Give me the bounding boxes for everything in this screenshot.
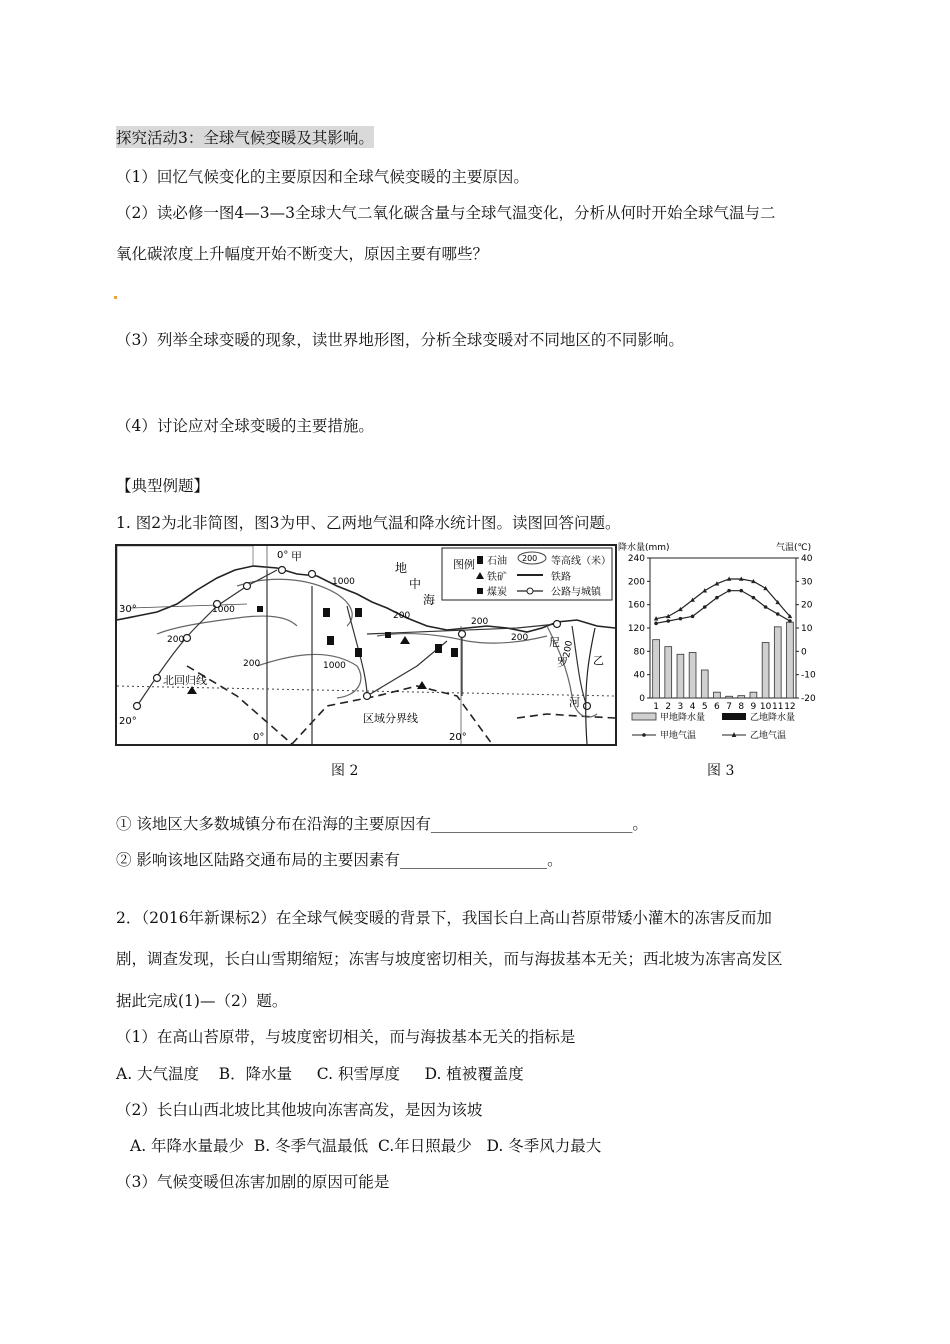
legend-label-jia-precip: 甲地降水量 (660, 713, 706, 723)
oil-marker (435, 644, 442, 653)
label-tropic: 北回归线 (163, 674, 207, 687)
x-tick-label: 8 (738, 702, 745, 712)
legend-swatch-jia-precip (632, 713, 656, 720)
lat-20: 20° (119, 716, 137, 727)
left-tick-label: 80 (633, 647, 645, 658)
label-mediterranean-1: 地 (395, 561, 408, 575)
x-tick-label: 7 (726, 702, 732, 712)
example-2-question-1-options: A. 大气温度 B．降水量 C. 积雪厚度 D. 植被覆盖度 (116, 1065, 524, 1083)
left-tick-label: 40 (633, 670, 645, 681)
coal-marker (257, 606, 263, 612)
contour-label: 200 (243, 659, 261, 669)
right-tick-label: 10 (801, 624, 813, 634)
legend-iron: 铁矿 (487, 572, 507, 583)
contour-label: 200 (562, 639, 575, 659)
iron-marker (400, 636, 410, 644)
x-tick-label: 5 (701, 702, 708, 712)
label-nile-1: 尼 (549, 636, 560, 649)
bar-jia-precip (714, 692, 721, 698)
bar-jia-precip (787, 622, 794, 698)
activity-question-2-line-2: 氧化碳浓度上升幅度开始不断变大，原因主要有哪些？ (116, 245, 489, 263)
chart-right-axis-label: 气温(℃) (776, 543, 812, 553)
legend-coal: 煤炭 (487, 587, 507, 598)
example-2-line-3: 据此完成(1)—（2）题。 (116, 992, 288, 1010)
town-marker (184, 635, 191, 642)
example-2-question-2: （2）长白山西北坡比其他坡向冻害高发，是因为该坡 (116, 1101, 483, 1119)
x-tick-label: 12 (784, 702, 796, 712)
bar-jia-precip (774, 627, 781, 698)
x-tick-label: 3 (677, 702, 684, 712)
bar-jia-precip (762, 643, 769, 698)
point-jia-temp (691, 615, 695, 619)
right-tick-label: 30 (801, 577, 813, 588)
right-tick-label: 0 (801, 647, 807, 658)
bar-jia-precip (750, 692, 757, 698)
chart-left-axis-label: 降水量(mm) (618, 543, 670, 553)
left-tick-label: 160 (627, 600, 645, 611)
point-jia-temp (715, 596, 719, 600)
bar-jia-precip (677, 654, 684, 698)
point-jia-temp (666, 619, 670, 623)
label-nile-3: 河 (569, 696, 580, 709)
climate-chart (618, 540, 818, 746)
lon-0-top: 0° (277, 550, 289, 561)
activity-question-1: （1）回忆气候变化的主要原因和全球气候变暖的主要原因。 (116, 168, 529, 186)
lon-0-bottom: 0° (253, 732, 265, 743)
left-tick-label: 0 (639, 694, 645, 704)
bar-jia-precip (689, 653, 696, 699)
lon-20: 20° (449, 732, 467, 743)
example-2-question-3: （3）气候变暖但冻害加剧的原因可能是 (116, 1173, 390, 1191)
town-marker (554, 621, 561, 628)
region-boundary (187, 666, 615, 744)
contour-line (157, 616, 297, 634)
town-marker (154, 675, 161, 682)
example-2-line-2: 剧，调查发现，长白山雪期缩短；冻害与坡度密切相关，而与海拔基本无关；西北坡为冻害高发区 (116, 950, 783, 968)
x-tick-label: 6 (714, 702, 720, 712)
label-jia: 甲 (291, 550, 302, 563)
legend-town-symbol (527, 588, 533, 594)
oil-marker (323, 608, 330, 617)
oil-marker (355, 648, 362, 657)
left-tick-label: 120 (627, 624, 645, 634)
legend-contour: 等高线（米） (551, 556, 611, 567)
activity-question-4: （4）讨论应对全球变暖的主要措施。 (116, 417, 374, 435)
activity-title: 探究活动3：全球气候变暖及其影响。 (116, 126, 374, 148)
label-mediterranean-2: 中 (409, 577, 422, 591)
point-jia-temp (752, 596, 756, 600)
examples-heading: 【典型例题】 (116, 477, 210, 495)
town-marker (244, 583, 251, 590)
label-yi: 乙 (593, 654, 604, 667)
example-1-sub-1: ① 该地区大多数城镇分布在沿海的主要原因有__________________________。 (116, 815, 648, 833)
legend-label-yi-temp: 乙地气温 (750, 731, 787, 741)
iron-marker (417, 681, 427, 689)
figure-3-caption: 图 3 (707, 763, 735, 779)
figure-2-caption: 图 2 (331, 763, 359, 779)
point-jia-temp (654, 622, 658, 626)
contour-label: 1000 (332, 577, 355, 587)
point-jia-temp (679, 617, 683, 621)
bar-jia-precip (726, 696, 733, 698)
nile-river (586, 628, 595, 744)
legend-coal-symbol (477, 588, 483, 594)
town-marker (309, 571, 316, 578)
stray-mark (114, 296, 117, 299)
bar-jia-precip (653, 640, 660, 698)
contour-label: 200 (393, 611, 411, 621)
point-jia-temp (764, 605, 768, 609)
x-tick-label: 4 (689, 702, 696, 712)
label-boundary: 区域分界线 (363, 712, 418, 725)
contour-label: 1000 (212, 605, 235, 615)
x-tick-label: 1 (653, 702, 659, 712)
right-tick-label: 40 (801, 554, 813, 564)
north-africa-map (115, 544, 617, 746)
bar-jia-precip (701, 670, 708, 698)
legend-label-yi-precip: 乙地降水量 (750, 713, 796, 723)
point-jia-temp (788, 619, 792, 623)
example-1-prompt: 1. 图2为北非简图，图3为甲、乙两地气温和降水统计图。读图回答问题。 (116, 514, 621, 532)
oil-marker (451, 648, 458, 657)
x-tick-label: 11 (772, 702, 784, 712)
example-2-question-2-options: A. 年降水量最少 B. 冬季气温最低 C.年日照最少 D. 冬季风力最大 (130, 1137, 602, 1155)
example-2-line-1: 2．（2016年新课标2）在全球气候变暖的背景下，我国长白上高山苔原带矮小灌木的冻害反而加 (116, 909, 772, 927)
point-jia-temp (776, 612, 780, 616)
map-svg (117, 546, 615, 744)
lat-30: 30° (119, 604, 137, 615)
left-tick-label: 240 (627, 554, 645, 564)
contour-label: 1000 (323, 661, 346, 671)
legend-oil: 石油 (487, 556, 507, 567)
legend-swatch-yi-precip (722, 713, 746, 720)
activity-question-2-line-1: （2）读必修一图4—3—3全球大气二氧化碳含量与全球气温变化，分析从何时开始全球气温与二 (116, 204, 776, 222)
town-marker (584, 703, 591, 710)
chart-root (628, 554, 816, 741)
town-marker (279, 567, 286, 574)
legend-contour-value: 200 (522, 554, 538, 563)
label-nile-2: 罗 (557, 656, 568, 669)
legend-label-jia-temp: 甲地气温 (660, 731, 697, 741)
town-marker (364, 693, 371, 700)
coal-marker (385, 632, 391, 638)
example-1-sub-2: ② 影响该地区陆路交通布局的主要因素有___________________。 (116, 851, 563, 869)
point-jia-temp (727, 589, 731, 593)
legend-rail: 铁路 (551, 572, 571, 583)
x-tick-label: 2 (665, 702, 672, 712)
town-marker (134, 703, 141, 710)
contour-label: 200 (471, 617, 489, 627)
bar-jia-precip (738, 696, 745, 698)
legend-marker-jia-temp (642, 733, 646, 737)
line-jia-temp (656, 591, 790, 624)
activity-question-3: （3）列举全球变暖的现象，读世界地形图，分析全球变暖对不同地区的不同影响。 (116, 331, 684, 349)
left-tick-label: 200 (627, 577, 645, 588)
point-jia-temp (703, 605, 707, 609)
right-tick-label: -20 (801, 694, 816, 704)
legend-oil-symbol (477, 556, 483, 564)
line-yi-temp (656, 579, 790, 619)
legend-title: 图例 (453, 558, 475, 571)
legend-road: 公路与城镇 (551, 587, 601, 598)
town-marker (459, 631, 466, 638)
x-tick-label: 9 (750, 702, 757, 712)
right-tick-label: -10 (801, 670, 816, 681)
bar-jia-precip (665, 647, 672, 698)
point-jia-temp (739, 589, 743, 593)
label-mediterranean-3: 海 (423, 593, 436, 607)
right-tick-label: 20 (801, 600, 813, 611)
x-tick-label: 10 (759, 702, 772, 712)
example-2-question-1: （1）在高山苔原带，与坡度密切相关，而与海拔基本无关的指标是 (116, 1028, 576, 1046)
contour-label: 200 (511, 633, 529, 643)
oil-marker (327, 636, 334, 645)
oil-marker (355, 608, 362, 617)
contour-label: 200 (167, 635, 185, 645)
